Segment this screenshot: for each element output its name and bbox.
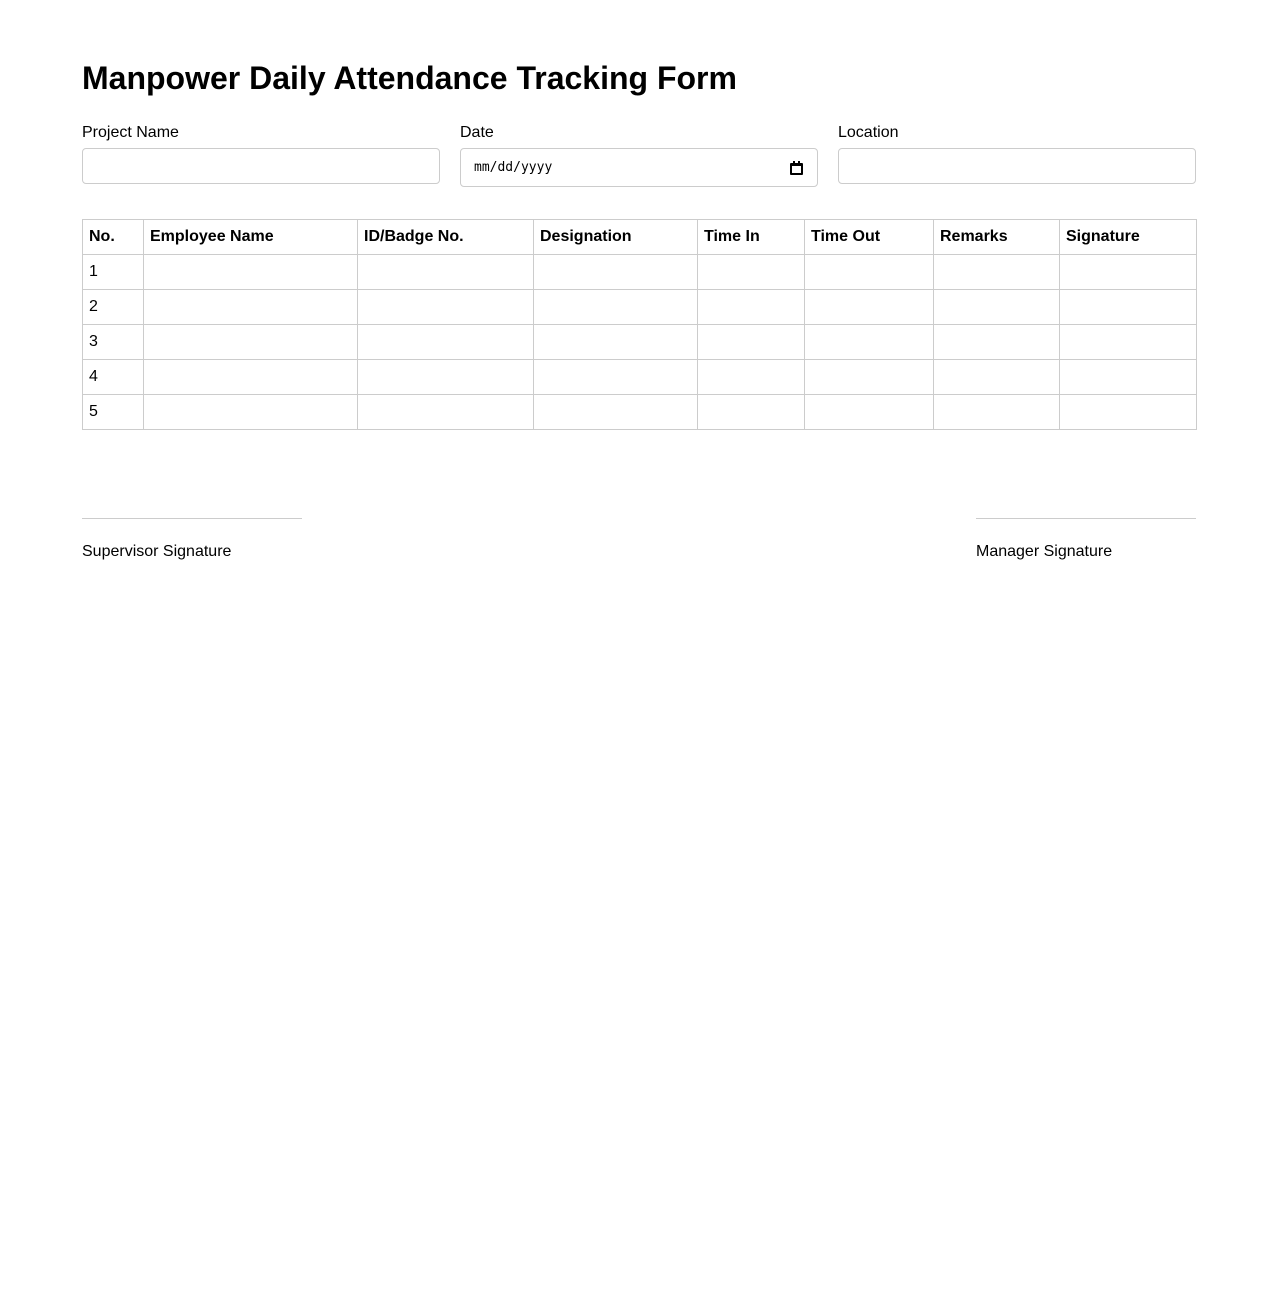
time-in-cell[interactable]	[698, 290, 805, 325]
table-row	[83, 395, 1197, 430]
remarks-cell[interactable]	[934, 395, 1060, 430]
header-fields	[82, 124, 1196, 187]
time-out-cell[interactable]	[805, 290, 934, 325]
date-label: Date	[460, 124, 494, 141]
column-header-employee-name: Employee Name	[144, 220, 358, 255]
manager-signature-block	[976, 518, 1196, 561]
remarks-cell[interactable]	[934, 255, 1060, 290]
table-row	[83, 255, 1197, 290]
table-row	[83, 325, 1197, 360]
table-row	[83, 360, 1197, 395]
time-in-cell[interactable]	[698, 325, 805, 360]
location-field-group	[838, 124, 1196, 187]
row-number: 1	[83, 255, 144, 290]
employee-name-cell[interactable]	[144, 360, 358, 395]
column-header-signature: Signature	[1060, 220, 1197, 255]
date-placeholder: mm/dd/yyyy	[474, 160, 553, 175]
table-row	[83, 290, 1197, 325]
manager-signature-label: Manager Signature	[976, 543, 1113, 560]
signature-cell[interactable]	[1060, 395, 1197, 430]
date-field-group	[460, 124, 818, 187]
column-header-time-out: Time Out	[805, 220, 934, 255]
row-number: 4	[83, 360, 144, 395]
designation-cell[interactable]	[534, 360, 698, 395]
id-badge-cell[interactable]	[358, 360, 534, 395]
manager-signature-line[interactable]	[976, 518, 1196, 519]
time-out-cell[interactable]	[805, 325, 934, 360]
row-number: 3	[83, 325, 144, 360]
project-name-input[interactable]	[82, 148, 440, 184]
designation-cell[interactable]	[534, 290, 698, 325]
project-name-field-group	[82, 124, 440, 187]
employee-name-cell[interactable]	[144, 395, 358, 430]
time-out-cell[interactable]	[805, 360, 934, 395]
designation-cell[interactable]	[534, 325, 698, 360]
row-number: 5	[83, 395, 144, 430]
employee-name-cell[interactable]	[144, 255, 358, 290]
attendance-table	[82, 219, 1197, 430]
column-header-id-badge: ID/Badge No.	[358, 220, 534, 255]
designation-cell[interactable]	[534, 395, 698, 430]
column-header-remarks: Remarks	[934, 220, 1060, 255]
row-number: 2	[83, 290, 144, 325]
id-badge-cell[interactable]	[358, 395, 534, 430]
table-header-row	[83, 220, 1197, 255]
id-badge-cell[interactable]	[358, 255, 534, 290]
signature-cell[interactable]	[1060, 360, 1197, 395]
location-input[interactable]	[838, 148, 1196, 184]
signature-cell[interactable]	[1060, 255, 1197, 290]
column-header-designation: Designation	[534, 220, 698, 255]
time-in-cell[interactable]	[698, 360, 805, 395]
calendar-icon[interactable]	[790, 161, 803, 175]
id-badge-cell[interactable]	[358, 325, 534, 360]
remarks-cell[interactable]	[934, 290, 1060, 325]
supervisor-signature-line[interactable]	[82, 518, 302, 519]
time-out-cell[interactable]	[805, 395, 934, 430]
supervisor-signature-block	[82, 518, 302, 561]
date-input[interactable]	[460, 148, 818, 187]
signature-cell[interactable]	[1060, 325, 1197, 360]
project-name-label: Project Name	[82, 124, 179, 141]
location-label: Location	[838, 124, 899, 141]
id-badge-cell[interactable]	[358, 290, 534, 325]
column-header-no: No.	[83, 220, 144, 255]
time-in-cell[interactable]	[698, 395, 805, 430]
designation-cell[interactable]	[534, 255, 698, 290]
supervisor-signature-label: Supervisor Signature	[82, 543, 232, 560]
employee-name-cell[interactable]	[144, 325, 358, 360]
remarks-cell[interactable]	[934, 325, 1060, 360]
column-header-time-in: Time In	[698, 220, 805, 255]
employee-name-cell[interactable]	[144, 290, 358, 325]
page-title: Manpower Daily Attendance Tracking Form	[82, 60, 737, 96]
signature-cell[interactable]	[1060, 290, 1197, 325]
remarks-cell[interactable]	[934, 360, 1060, 395]
time-in-cell[interactable]	[698, 255, 805, 290]
time-out-cell[interactable]	[805, 255, 934, 290]
